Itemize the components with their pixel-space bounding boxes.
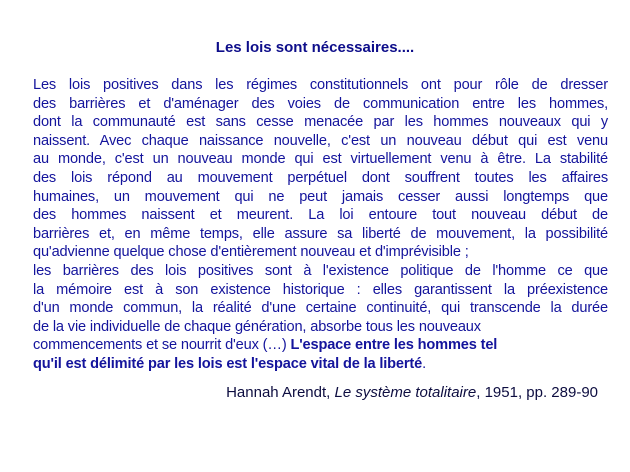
quote-line-4: naissent. Avec chaque naissance nouvelle, c'est un nouveau début qui est venu	[33, 132, 608, 149]
quote-line-16-plain: .	[422, 355, 427, 372]
quote-line-15	[33, 336, 608, 355]
quote-line-1: Les lois positives dans les régimes constitutionnels ont pour rôle de dresser	[33, 77, 608, 93]
quote-line-3: dont la communauté est sans cesse menacée par les hommes nouveaux qui y	[33, 114, 608, 131]
quote-line-15-bold: L'espace entre les hommes tel	[290, 337, 498, 354]
quote-line-13: d'un monde commun, la réalité d'une certaine continuité, qui transcende la durée	[33, 300, 608, 317]
quote-body	[33, 76, 608, 374]
quote-line-7: humaines, un mouvement qui ne peut jamais cesser aussi longtemps que	[33, 188, 608, 205]
quote-line-16	[33, 355, 608, 374]
page-title: Les lois sont nécessaires....	[215, 39, 415, 56]
quote-line-14: de la vie individuelle de chaque génération, absorbe tous les nouveaux	[33, 318, 481, 335]
quote-line-8: des hommes naissent et meurent. La loi entoure tout nouveau début de	[33, 207, 608, 224]
quote-line-2: des barrières et d'aménager des voies de communication entre les hommes,	[33, 95, 608, 112]
citation	[226, 383, 598, 402]
quote-line-9: barrières et, en même temps, elle assure sa liberté de mouvement, la possibilité	[33, 225, 608, 242]
quote-line-15-plain: commencements et se nourrit d'eux (…)	[33, 337, 291, 354]
citation-author: Hannah Arendt,	[226, 384, 335, 401]
quote-line-16-bold: qu'il est délimité par les lois est l'espace vital de la liberté	[33, 355, 423, 372]
citation-work: Le système totalitaire	[334, 384, 477, 401]
quote-line-5: au monde, c'est un nouveau monde qui est virtuellement venu à être. La stabilité	[33, 151, 608, 168]
quote-line-11: les barrières des lois positives sont à l'existence politique de l'homme ce que	[33, 262, 608, 279]
quote-line-6: des lois répond au mouvement perpétuel dont souffrent toutes les affaires	[33, 169, 608, 186]
quote-line-12: la mémoire est à son existence historique : elles garantissent la préexistence	[33, 281, 608, 298]
quote-line-10: qu'advienne quelque chose d'entièrement nouveau et d'imprévisible ;	[33, 244, 469, 261]
citation-details: , 1951, pp. 289-90	[476, 384, 598, 401]
